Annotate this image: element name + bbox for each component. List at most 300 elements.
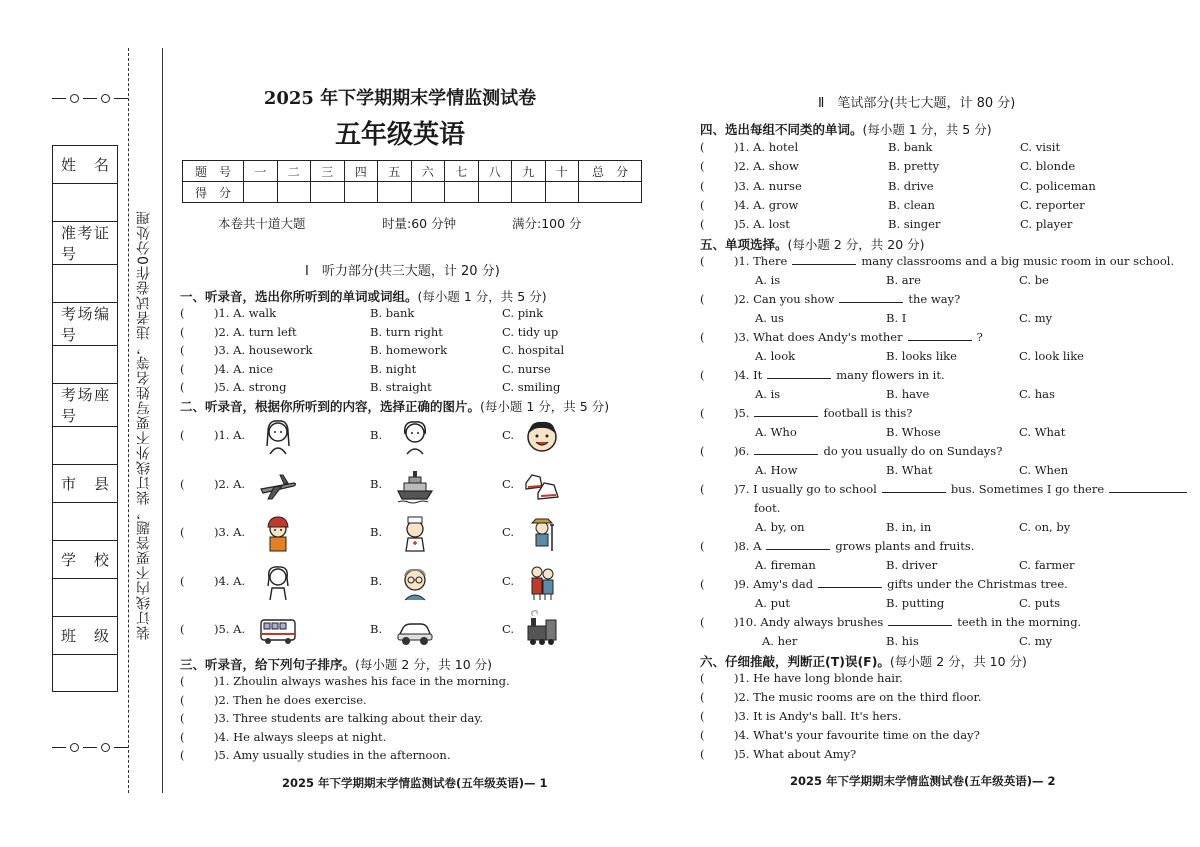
question-row bbox=[180, 325, 640, 341]
sec6-head: 六、仔细推敲，判断正(T)误(F)。 bbox=[700, 654, 890, 669]
sec3-heading bbox=[180, 655, 492, 673]
answer-paren[interactable]: ( bbox=[700, 197, 705, 212]
score-cell[interactable] bbox=[277, 182, 311, 203]
question-stem bbox=[734, 406, 912, 420]
option-c[interactable]: C. farmer bbox=[1019, 558, 1075, 572]
option-b-label: B. bbox=[370, 573, 383, 588]
score-cell[interactable] bbox=[512, 182, 546, 203]
firefighter-icon bbox=[258, 513, 298, 553]
mc-question-row bbox=[700, 444, 1170, 460]
field-exam-id-input[interactable] bbox=[53, 265, 118, 303]
score-col: 六 bbox=[411, 161, 445, 182]
mc-question-row bbox=[700, 368, 1170, 384]
question-row bbox=[180, 362, 640, 378]
option-c[interactable]: C. puts bbox=[1019, 596, 1060, 610]
bus-icon bbox=[258, 610, 298, 650]
field-name-input[interactable] bbox=[53, 184, 118, 222]
ship-icon bbox=[395, 465, 435, 505]
statement-text: )2. Then he does exercise. bbox=[214, 692, 367, 707]
sec1-note: (每小题 1 分，共 5 分) bbox=[417, 289, 547, 304]
option-a[interactable]: A. look bbox=[755, 349, 796, 363]
statement-text: )5. What about Amy? bbox=[734, 747, 857, 761]
option-a: )3. A. nurse bbox=[734, 178, 802, 193]
car-icon[interactable] bbox=[395, 610, 435, 650]
score-cell[interactable] bbox=[378, 182, 412, 203]
student-info-table bbox=[52, 145, 118, 692]
answer-paren[interactable]: ( bbox=[180, 324, 185, 339]
answer-paren[interactable]: ( bbox=[700, 444, 705, 458]
answer-blank[interactable] bbox=[839, 292, 903, 303]
girl-long-hair-icon bbox=[258, 416, 298, 456]
stem-after-blank: many classrooms and a big music room in our school. bbox=[861, 254, 1175, 268]
option-c: C. nurse bbox=[502, 361, 551, 376]
option-a-label: )5. A. bbox=[214, 622, 246, 636]
option-c: C. visit bbox=[1020, 140, 1061, 154]
info-sections: 本卷共十道大题 bbox=[218, 216, 306, 231]
option-a[interactable]: A. fireman bbox=[755, 558, 816, 572]
sec5-head: 五、单项选择。 bbox=[700, 237, 788, 252]
mc-options-row bbox=[700, 349, 1170, 365]
option-c-label: C. bbox=[502, 622, 515, 636]
mc-question-row bbox=[700, 406, 1170, 422]
answer-paren[interactable]: ( bbox=[180, 729, 185, 744]
mc-question-row bbox=[700, 577, 1170, 593]
sec1-heading bbox=[180, 287, 547, 305]
score-col: 四 bbox=[344, 161, 378, 182]
option-a[interactable]: A. How bbox=[755, 463, 798, 477]
score-cell[interactable] bbox=[545, 182, 579, 203]
field-school-label: 学校 bbox=[53, 541, 118, 579]
sec1-head: 一、听录音，选出你所听到的单词或词组。 bbox=[180, 289, 418, 304]
stem-before-blank: )3. What does Andy's mother bbox=[734, 330, 903, 344]
mc-question-row bbox=[700, 330, 1170, 346]
option-b: B. singer bbox=[888, 217, 941, 232]
field-class-label: 班级 bbox=[53, 617, 118, 655]
field-city-input[interactable] bbox=[53, 503, 118, 541]
binding-mark-bottom bbox=[52, 737, 128, 756]
score-cell[interactable] bbox=[244, 182, 278, 203]
score-col: 一 bbox=[244, 161, 278, 182]
option-b-label: B. bbox=[370, 428, 383, 442]
score-row-label: 得 分 bbox=[183, 182, 244, 203]
mc-question-row bbox=[700, 615, 1170, 631]
farmer-icon bbox=[522, 513, 562, 553]
statement-row bbox=[700, 690, 1160, 706]
girl-short-hair-icon[interactable] bbox=[395, 416, 435, 456]
score-cell[interactable] bbox=[445, 182, 479, 203]
score-col: 九 bbox=[512, 161, 546, 182]
answer-paren[interactable]: ( bbox=[180, 525, 185, 539]
sec6-note: (每小题 2 分，共 10 分) bbox=[889, 654, 1027, 669]
answer-paren[interactable]: ( bbox=[700, 539, 705, 553]
sec4-heading bbox=[700, 120, 992, 138]
stem-before-blank: )4. It bbox=[734, 368, 763, 382]
option-b-label: B. bbox=[370, 525, 383, 539]
option-a-label: )1. A. bbox=[214, 428, 246, 442]
answer-blank[interactable] bbox=[767, 368, 831, 379]
answer-paren[interactable]: ( bbox=[180, 380, 185, 394]
score-col: 七 bbox=[445, 161, 479, 182]
airplane-icon[interactable] bbox=[258, 465, 298, 505]
stem-after-blank: ? bbox=[976, 330, 983, 344]
ship-icon[interactable] bbox=[395, 465, 435, 505]
smiling-boy-icon[interactable] bbox=[522, 416, 562, 456]
answer-blank[interactable] bbox=[766, 539, 830, 550]
woman-icon[interactable] bbox=[258, 562, 298, 602]
sec4-head: 四、选出每组不同类的单词。 bbox=[700, 122, 863, 137]
stem-continued: foot. bbox=[754, 501, 781, 515]
mc-question-row bbox=[700, 254, 1175, 270]
option-a: )3. A. housework bbox=[214, 343, 313, 357]
question-stem bbox=[734, 539, 974, 553]
option-a[interactable]: A. is bbox=[755, 387, 781, 401]
option-a[interactable]: A. her bbox=[762, 634, 798, 648]
answer-paren[interactable]: ( bbox=[700, 709, 705, 723]
binding-warning: 装订线内不要答题，装订线外不要写姓名等，违者试卷作0分处理 bbox=[136, 210, 152, 640]
answer-paren[interactable]: ( bbox=[700, 330, 705, 344]
field-city-label: 市县 bbox=[53, 465, 118, 503]
mc-options-row bbox=[700, 596, 1170, 612]
option-a[interactable]: A. put bbox=[755, 596, 791, 610]
answer-blank-2[interactable] bbox=[1109, 482, 1187, 493]
answer-blank[interactable] bbox=[888, 615, 952, 626]
smiling-boy-icon bbox=[522, 416, 562, 456]
option-a: )1. A. hotel bbox=[734, 140, 799, 154]
statement-row bbox=[700, 671, 1160, 687]
answer-paren[interactable]: ( bbox=[700, 671, 705, 685]
train-icon[interactable] bbox=[522, 610, 562, 650]
page2-footer: 2025 年下学期期末学情监测试卷(五年级英语)— 2 bbox=[790, 774, 1056, 788]
option-a-label: )2. A. bbox=[214, 476, 246, 491]
info-score: 满分:100 分 bbox=[512, 216, 582, 231]
sec2-head: 二、听录音，根据你所听到的内容，选择正确的图片。 bbox=[180, 399, 481, 414]
answer-paren[interactable]: ( bbox=[700, 406, 705, 420]
sec5-heading bbox=[700, 235, 925, 253]
field-school-input[interactable] bbox=[53, 579, 118, 617]
woman-icon bbox=[258, 562, 298, 602]
option-c: C. smiling bbox=[502, 380, 561, 394]
answer-blank[interactable] bbox=[882, 482, 946, 493]
score-col: 三 bbox=[311, 161, 345, 182]
girl-short-hair-icon bbox=[395, 416, 435, 456]
option-c-label: C. bbox=[502, 525, 515, 539]
answer-paren[interactable]: ( bbox=[180, 428, 185, 442]
answer-blank[interactable] bbox=[792, 254, 856, 265]
option-b-label: B. bbox=[370, 476, 383, 491]
answer-paren[interactable]: ( bbox=[180, 711, 185, 725]
field-room-label: 考场编号 bbox=[53, 303, 118, 346]
old-man-glasses-icon[interactable] bbox=[395, 562, 435, 602]
option-c-label: C. bbox=[502, 573, 515, 588]
exam-title: 2025 年下学期期末学情监测试卷 bbox=[263, 88, 537, 109]
option-c[interactable]: C. be bbox=[1019, 273, 1049, 287]
option-c-label: C. bbox=[502, 476, 515, 491]
stem-after-blank: bus. Sometimes I go there bbox=[950, 482, 1105, 496]
sec4-note: (每小题 1 分，共 5 分) bbox=[862, 122, 992, 137]
mc-question-continued bbox=[754, 501, 780, 515]
binding-line-solid bbox=[162, 48, 163, 793]
option-a: )4. A. nice bbox=[214, 361, 274, 376]
score-cell[interactable] bbox=[411, 182, 445, 203]
score-cell[interactable] bbox=[478, 182, 512, 203]
score-col: 二 bbox=[277, 161, 311, 182]
mc-question-row bbox=[700, 482, 1170, 498]
train-icon bbox=[522, 610, 562, 650]
option-b: B. pretty bbox=[888, 159, 940, 174]
mc-options-row bbox=[700, 558, 1170, 574]
answer-paren[interactable]: ( bbox=[700, 254, 705, 268]
stem-before-blank: )1. There bbox=[734, 254, 788, 268]
option-b[interactable]: B. putting bbox=[886, 596, 945, 610]
stem-before-blank: )5. bbox=[734, 406, 750, 420]
answer-paren[interactable]: ( bbox=[180, 748, 185, 762]
option-b: B. turn right bbox=[370, 324, 443, 339]
statement-text: )4. What's your favourite time on the day? bbox=[734, 728, 980, 742]
question-row bbox=[700, 159, 1160, 175]
option-c[interactable]: C. look like bbox=[1019, 349, 1084, 363]
option-a: )2. A. turn left bbox=[214, 324, 297, 339]
answer-paren[interactable]: ( bbox=[700, 159, 705, 174]
sec2-heading bbox=[180, 397, 609, 415]
answer-blank[interactable] bbox=[754, 406, 818, 417]
sec3-note: (每小题 2 分，共 10 分) bbox=[355, 657, 493, 672]
option-b[interactable]: B. Whose bbox=[886, 425, 941, 439]
option-c[interactable]: C. on, by bbox=[1019, 520, 1071, 534]
stem-after-blank: the way? bbox=[908, 292, 961, 306]
score-col: 题 号 bbox=[183, 161, 244, 182]
answer-paren[interactable]: ( bbox=[700, 178, 705, 193]
answer-paren[interactable]: ( bbox=[180, 622, 185, 636]
option-a[interactable]: A. Who bbox=[755, 425, 797, 439]
answer-paren[interactable]: ( bbox=[180, 306, 185, 320]
option-a: )4. A. grow bbox=[734, 197, 799, 212]
option-c: C. tidy up bbox=[502, 324, 559, 339]
statement-text: )5. Amy usually studies in the afternoon. bbox=[214, 748, 451, 762]
sec3-head: 三、听录音，给下列句子排序。 bbox=[180, 657, 356, 672]
binding-mark-top bbox=[52, 88, 128, 107]
answer-paren[interactable]: ( bbox=[700, 577, 705, 591]
field-exam-id-label: 准考证号 bbox=[53, 222, 118, 265]
answer-blank[interactable] bbox=[818, 577, 882, 588]
field-seat-label: 考场座号 bbox=[53, 384, 118, 427]
answer-paren[interactable]: ( bbox=[180, 692, 185, 707]
statement-row bbox=[180, 674, 640, 690]
stem-before-blank: )9. Amy's dad bbox=[734, 577, 814, 591]
answer-paren[interactable]: ( bbox=[700, 690, 705, 704]
option-b-label: B. bbox=[370, 622, 383, 636]
statement-row bbox=[180, 748, 640, 764]
question-row bbox=[700, 140, 1160, 156]
answer-paren[interactable]: ( bbox=[700, 728, 705, 742]
airplane-icon bbox=[258, 465, 298, 505]
stem-before-blank: )8. A bbox=[734, 539, 762, 553]
option-a-label: )4. A. bbox=[214, 573, 246, 588]
score-col: 五 bbox=[378, 161, 412, 182]
option-c[interactable]: C. my bbox=[1019, 311, 1053, 325]
answer-paren[interactable]: ( bbox=[700, 482, 705, 496]
mc-options-row bbox=[700, 311, 1170, 327]
option-b[interactable]: B. in, in bbox=[886, 520, 932, 534]
option-a-label: )3. A. bbox=[214, 525, 246, 539]
answer-paren[interactable]: ( bbox=[180, 674, 185, 688]
answer-blank[interactable] bbox=[754, 444, 818, 455]
option-b[interactable]: B. driver bbox=[886, 558, 938, 572]
option-a[interactable]: A. us bbox=[755, 311, 784, 325]
binding-line-dashed bbox=[128, 48, 129, 793]
stem-after-blank: do you usually do on Sundays? bbox=[823, 444, 1003, 458]
answer-paren[interactable]: ( bbox=[700, 368, 705, 382]
answer-paren[interactable]: ( bbox=[700, 747, 705, 761]
farmer-icon[interactable] bbox=[522, 513, 562, 553]
field-name-label: 姓名 bbox=[53, 146, 118, 184]
option-c: C. pink bbox=[502, 306, 544, 320]
score-col: 总 分 bbox=[579, 161, 642, 182]
bus-icon[interactable] bbox=[258, 610, 298, 650]
couple-icon bbox=[522, 562, 562, 602]
statement-text: )2. The music rooms are on the third floor. bbox=[734, 690, 982, 704]
stem-after-blank: gifts under the Christmas tree. bbox=[887, 577, 1068, 591]
option-c[interactable]: C. When bbox=[1019, 463, 1069, 477]
answer-paren[interactable]: ( bbox=[180, 343, 185, 357]
stem-before-blank: )10. Andy always brushes bbox=[734, 615, 884, 629]
option-b[interactable]: B. What bbox=[886, 463, 933, 477]
doctor-icon bbox=[395, 513, 435, 553]
option-c[interactable]: C. my bbox=[1019, 634, 1053, 648]
option-b: B. bank bbox=[888, 140, 933, 154]
stem-after-blank: teeth in the morning. bbox=[957, 615, 1082, 629]
question-row bbox=[700, 217, 1160, 233]
option-b: B. bank bbox=[370, 306, 415, 320]
shoes-icon[interactable] bbox=[522, 465, 562, 505]
stem-after-blank: many flowers in it. bbox=[836, 368, 945, 382]
option-c: C. hospital bbox=[502, 343, 565, 357]
sec5-note: (每小题 2 分，共 20 分) bbox=[787, 237, 925, 252]
car-icon bbox=[395, 610, 435, 650]
stem-before-blank: )7. I usually go to school bbox=[734, 482, 877, 496]
firefighter-icon[interactable] bbox=[258, 513, 298, 553]
statement-text: )4. He always sleeps at night. bbox=[214, 729, 387, 744]
page1-footer: 2025 年下学期期末学情监测试卷(五年级英语)— 1 bbox=[282, 776, 548, 790]
shoes-icon bbox=[522, 465, 562, 505]
answer-paren[interactable]: ( bbox=[700, 217, 705, 232]
mc-options-row bbox=[700, 425, 1170, 441]
statement-text: )1. He have long blonde hair. bbox=[734, 671, 903, 685]
question-stem bbox=[734, 615, 1081, 629]
mc-question-row bbox=[700, 539, 1170, 555]
answer-paren[interactable]: ( bbox=[700, 615, 705, 629]
field-room-input[interactable] bbox=[53, 346, 118, 384]
couple-icon[interactable] bbox=[522, 562, 562, 602]
option-c-label: C. bbox=[502, 428, 515, 442]
part2-title: Ⅱ 笔试部分(共七大题，计 80 分) bbox=[818, 96, 1016, 111]
option-b: B. homework bbox=[370, 343, 448, 357]
info-time: 时量:60 分钟 bbox=[382, 216, 457, 231]
option-a[interactable]: A. by, on bbox=[755, 520, 805, 534]
option-c: C. player bbox=[1020, 217, 1073, 232]
answer-paren[interactable]: ( bbox=[700, 292, 705, 306]
statement-row bbox=[700, 709, 1160, 725]
question-stem bbox=[734, 368, 945, 382]
mc-question-row bbox=[700, 292, 1170, 308]
old-man-glasses-icon bbox=[395, 562, 435, 602]
option-a: )5. A. lost bbox=[734, 217, 790, 232]
score-col: 十 bbox=[545, 161, 579, 182]
answer-paren[interactable]: ( bbox=[180, 476, 185, 491]
girl-long-hair-icon[interactable] bbox=[258, 416, 298, 456]
field-seat-input[interactable] bbox=[53, 427, 118, 465]
stem-after-blank: grows plants and fruits. bbox=[835, 539, 975, 553]
option-b[interactable]: B. have bbox=[886, 387, 930, 401]
mc-options-row bbox=[700, 520, 1170, 536]
question-stem bbox=[734, 577, 1068, 591]
statement-text: )3. It is Andy's ball. It's hers. bbox=[734, 709, 902, 723]
subject-title: 五年级英语 bbox=[334, 120, 465, 150]
option-c[interactable]: C. What bbox=[1019, 425, 1066, 439]
stem-before-blank: )6. bbox=[734, 444, 750, 458]
field-class-input[interactable] bbox=[53, 655, 118, 692]
option-a: )1. A. walk bbox=[214, 306, 277, 320]
option-b: B. clean bbox=[888, 197, 935, 212]
question-row bbox=[700, 179, 1160, 195]
mc-options-row bbox=[700, 273, 1170, 289]
statement-text: )1. Zhoulin always washes his face in the morning. bbox=[214, 674, 510, 688]
option-b: B. night bbox=[370, 361, 417, 376]
answer-paren[interactable]: ( bbox=[700, 140, 705, 154]
answer-paren[interactable]: ( bbox=[180, 573, 185, 588]
question-row bbox=[700, 198, 1160, 214]
statement-row bbox=[700, 728, 1160, 744]
question-row bbox=[180, 343, 640, 359]
option-b: B. straight bbox=[370, 380, 432, 394]
question-stem bbox=[734, 292, 960, 306]
question-stem bbox=[734, 330, 983, 344]
statement-row bbox=[180, 693, 640, 709]
statement-row bbox=[180, 711, 640, 727]
answer-paren[interactable]: ( bbox=[180, 361, 185, 376]
sec6-heading bbox=[700, 652, 1027, 670]
question-row bbox=[180, 380, 640, 396]
option-a[interactable]: A. is bbox=[755, 273, 781, 287]
option-b[interactable]: B. his bbox=[886, 634, 919, 648]
option-b[interactable]: B. are bbox=[886, 273, 921, 287]
question-stem bbox=[734, 254, 1174, 268]
option-c: C. policeman bbox=[1020, 178, 1096, 193]
statement-text: )3. Three students are talking about their day. bbox=[214, 711, 484, 725]
score-cell[interactable] bbox=[311, 182, 345, 203]
option-c: C. blonde bbox=[1020, 159, 1076, 174]
score-col: 八 bbox=[478, 161, 512, 182]
score-cell[interactable] bbox=[579, 182, 642, 203]
question-stem bbox=[734, 482, 1187, 496]
option-c[interactable]: C. has bbox=[1019, 387, 1055, 401]
mc-options-row bbox=[700, 387, 1170, 403]
question-row bbox=[180, 306, 640, 322]
mc-options-row bbox=[700, 634, 1170, 650]
answer-blank[interactable] bbox=[908, 330, 972, 341]
option-a: )2. A. show bbox=[734, 159, 799, 174]
sec2-note: (每小题 1 分，共 5 分) bbox=[480, 399, 610, 414]
option-c: C. reporter bbox=[1020, 197, 1085, 212]
mc-options-row bbox=[700, 463, 1170, 479]
option-b[interactable]: B. looks like bbox=[886, 349, 957, 363]
doctor-icon[interactable] bbox=[395, 513, 435, 553]
part1-title: Ⅰ 听力部分(共三大题，计 20 分) bbox=[305, 264, 500, 279]
option-b[interactable]: B. I bbox=[886, 311, 907, 325]
statement-row bbox=[700, 747, 1160, 763]
stem-after-blank: football is this? bbox=[823, 406, 913, 420]
option-a: )5. A. strong bbox=[214, 380, 287, 394]
score-cell[interactable] bbox=[344, 182, 378, 203]
